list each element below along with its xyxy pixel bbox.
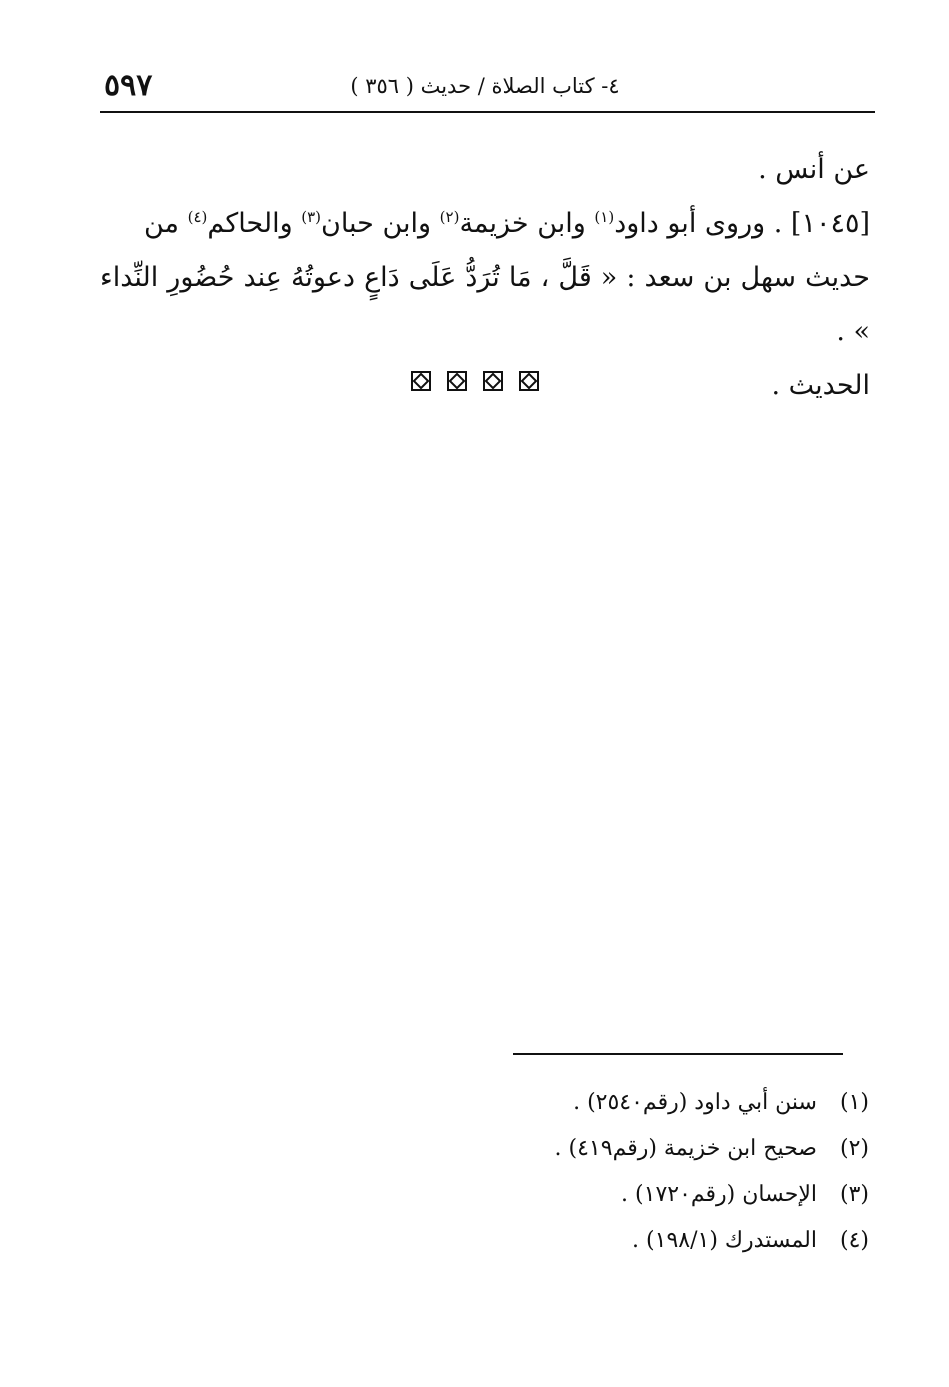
ornament-icon bbox=[446, 370, 468, 392]
body-line-4: الحديث . bbox=[771, 370, 870, 401]
footnote-ref-2: (٢) bbox=[439, 208, 460, 226]
footnote-ref-1: (١) bbox=[594, 208, 615, 226]
footnote-ref-3: (٣) bbox=[301, 208, 321, 226]
hadith-number-text: [١٠٤٥] . وروى أبو داود bbox=[614, 208, 870, 239]
footnote-number: (١) bbox=[839, 1090, 869, 1115]
footnote-text: الإحسان (رقم١٧٢٠) . bbox=[621, 1182, 817, 1207]
footnote-item bbox=[449, 1172, 869, 1218]
footnote-number: (٤) bbox=[839, 1228, 869, 1253]
footnote-number: (٣) bbox=[839, 1182, 869, 1207]
footnote-number: (٢) bbox=[839, 1136, 869, 1161]
footnote-text: صحيح ابن خزيمة (رقم٤١٩) . bbox=[554, 1136, 817, 1161]
footnote-rule bbox=[513, 1053, 843, 1055]
footnote-ref-4: (٤) bbox=[187, 208, 208, 226]
section-divider-ornaments bbox=[0, 370, 949, 392]
body-text-segment: من bbox=[143, 208, 188, 239]
footnote-text: المستدرك (١٩٨/١) . bbox=[632, 1228, 817, 1253]
page-number: ٥٩٧ bbox=[104, 68, 153, 103]
body-line-3: حديث سهل بن سعد : « قَلَّ ، مَا تُرَدُّ عَلَى دَاعٍ دعوتُهُ عِند حُضُورِ النِّداء » . bbox=[100, 262, 870, 347]
body-line-1: عن أنس . bbox=[758, 154, 870, 185]
footnote-item bbox=[449, 1126, 869, 1172]
footnote-item bbox=[449, 1080, 869, 1126]
header-rule bbox=[100, 111, 875, 113]
footnote-text: سنن أبي داود (رقم٢٥٤٠) . bbox=[573, 1090, 817, 1115]
body-text-segment: وابن خزيمة bbox=[459, 208, 595, 239]
body-line-2 bbox=[100, 197, 870, 251]
body-text-segment: والحاكم bbox=[207, 208, 302, 239]
ornament-icon bbox=[410, 370, 432, 392]
body-text-segment: وابن حبان bbox=[320, 208, 440, 239]
ornament-icon bbox=[518, 370, 540, 392]
footnotes bbox=[449, 1080, 869, 1264]
running-head: ٤- كتاب الصلاة / حديث ( ٣٥٦ ) bbox=[350, 74, 620, 98]
ornament-icon bbox=[482, 370, 504, 392]
footnote-item bbox=[449, 1218, 869, 1264]
